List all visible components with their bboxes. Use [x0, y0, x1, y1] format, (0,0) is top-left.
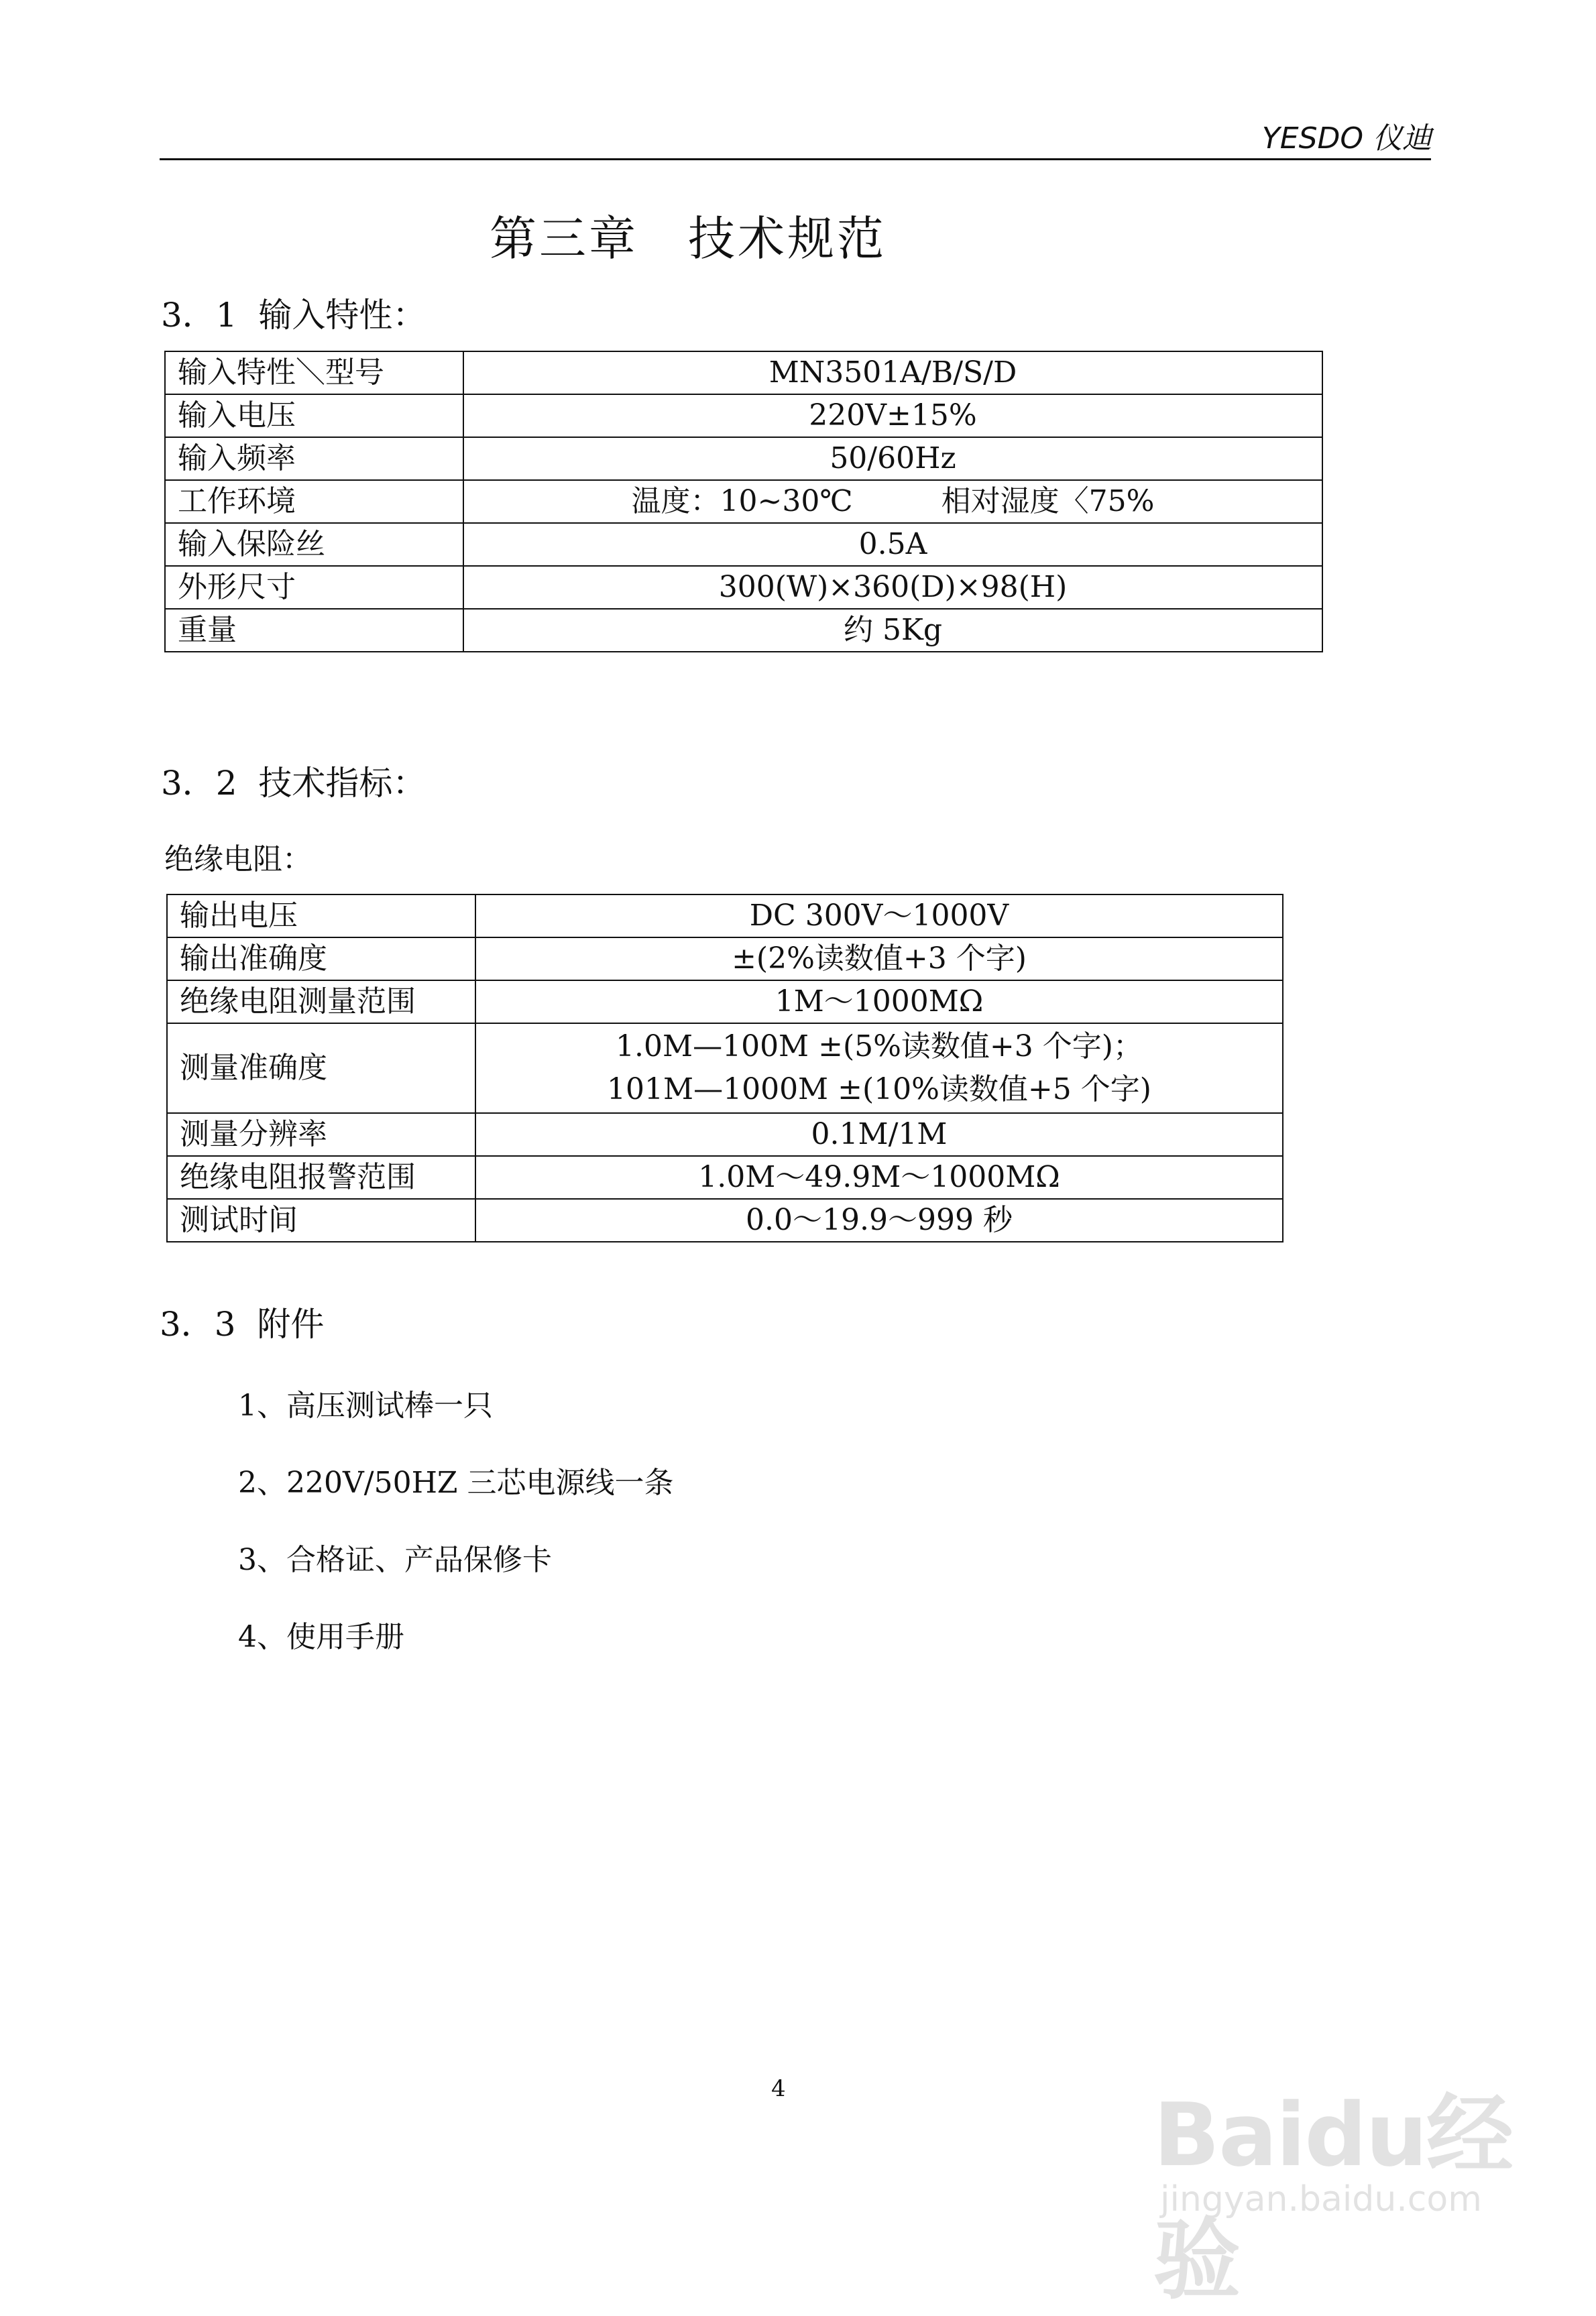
list-item: 3、合格证、产品保修卡	[238, 1543, 552, 1577]
table-key: 测量准确度	[167, 1023, 475, 1113]
accuracy-line-2: 101M—1000M ±(10%读数值+5 个字)	[607, 1072, 1151, 1106]
insulation-resistance-table	[166, 894, 1284, 1242]
header-rule	[160, 158, 1431, 160]
table-key: 外形尺寸	[165, 566, 463, 609]
table-value: 0.0～19.9～999 秒	[475, 1199, 1283, 1242]
table-value: 约 5Kg	[463, 609, 1322, 652]
table-value: 0.5A	[463, 523, 1322, 566]
table-value: 300(W)×360(D)×98(H)	[463, 566, 1322, 609]
watermark-url: jingyan.baidu.com	[1160, 2179, 1482, 2219]
table-key: 输入频率	[165, 437, 463, 480]
table-row	[165, 437, 1322, 480]
table-value: 220V±15%	[463, 394, 1322, 437]
header-brand: YESDO 仪迪	[1261, 121, 1432, 156]
table-row	[165, 394, 1322, 437]
table-value: 0.1M/1M	[475, 1113, 1283, 1156]
table-row	[167, 937, 1283, 980]
table-row	[167, 1113, 1283, 1156]
table-value: 1.0M～49.9M～1000MΩ	[475, 1156, 1283, 1199]
section-title-input-characteristics: 3．1 输入特性：	[161, 296, 426, 335]
table-row	[165, 609, 1322, 652]
table-row	[167, 894, 1283, 937]
table-row	[167, 980, 1283, 1023]
table-value: 1M～1000MΩ	[475, 980, 1283, 1023]
table-row	[167, 1156, 1283, 1199]
table-row	[165, 351, 1322, 394]
accuracy-line-1: 1.0M—100M ±(5%读数值+3 个字)；	[616, 1029, 1143, 1063]
table-key: 测试时间	[167, 1199, 475, 1242]
section-title-accessories: 3．3 附件	[160, 1305, 325, 1344]
table-key: 绝缘电阻报警范围	[167, 1156, 475, 1199]
table-key: 输出准确度	[167, 937, 475, 980]
list-item: 2、220V/50HZ 三芯电源线一条	[238, 1466, 674, 1500]
table-key: 绝缘电阻测量范围	[167, 980, 475, 1023]
list-item: 4、使用手册	[238, 1620, 404, 1654]
chapter-title: 第三章 技术规范	[490, 211, 887, 266]
watermark	[1140, 2052, 1516, 2311]
watermark-logo: Baidu经验	[1153, 2084, 1512, 2311]
list-item: 1、高压测试棒一只	[238, 1389, 493, 1423]
table-value: MN3501A/B/S/D	[463, 351, 1322, 394]
table-value: 50/60Hz	[463, 437, 1322, 480]
table-key: 输入保险丝	[165, 523, 463, 566]
table-row	[165, 566, 1322, 609]
table-value: 温度：10~30℃ 相对湿度〈75%	[463, 480, 1322, 523]
table-key: 测量分辨率	[167, 1113, 475, 1156]
table-row	[165, 523, 1322, 566]
table-value	[475, 1023, 1283, 1113]
table-value: DC 300V～1000V	[475, 894, 1283, 937]
insulation-resistance-label: 绝缘电阻：	[164, 842, 312, 876]
input-characteristics-table	[164, 351, 1323, 652]
table-row	[167, 1199, 1283, 1242]
table-key: 输出电压	[167, 894, 475, 937]
table-key: 重量	[165, 609, 463, 652]
table-row	[165, 480, 1322, 523]
table-key: 输入特性＼型号	[165, 351, 463, 394]
section-title-technical-specs: 3．2 技术指标：	[161, 764, 426, 803]
table-value: ±(2%读数值+3 个字)	[475, 937, 1283, 980]
table-row	[167, 1023, 1283, 1113]
page-number: 4	[771, 2075, 786, 2102]
table-key: 输入电压	[165, 394, 463, 437]
table-key: 工作环境	[165, 480, 463, 523]
